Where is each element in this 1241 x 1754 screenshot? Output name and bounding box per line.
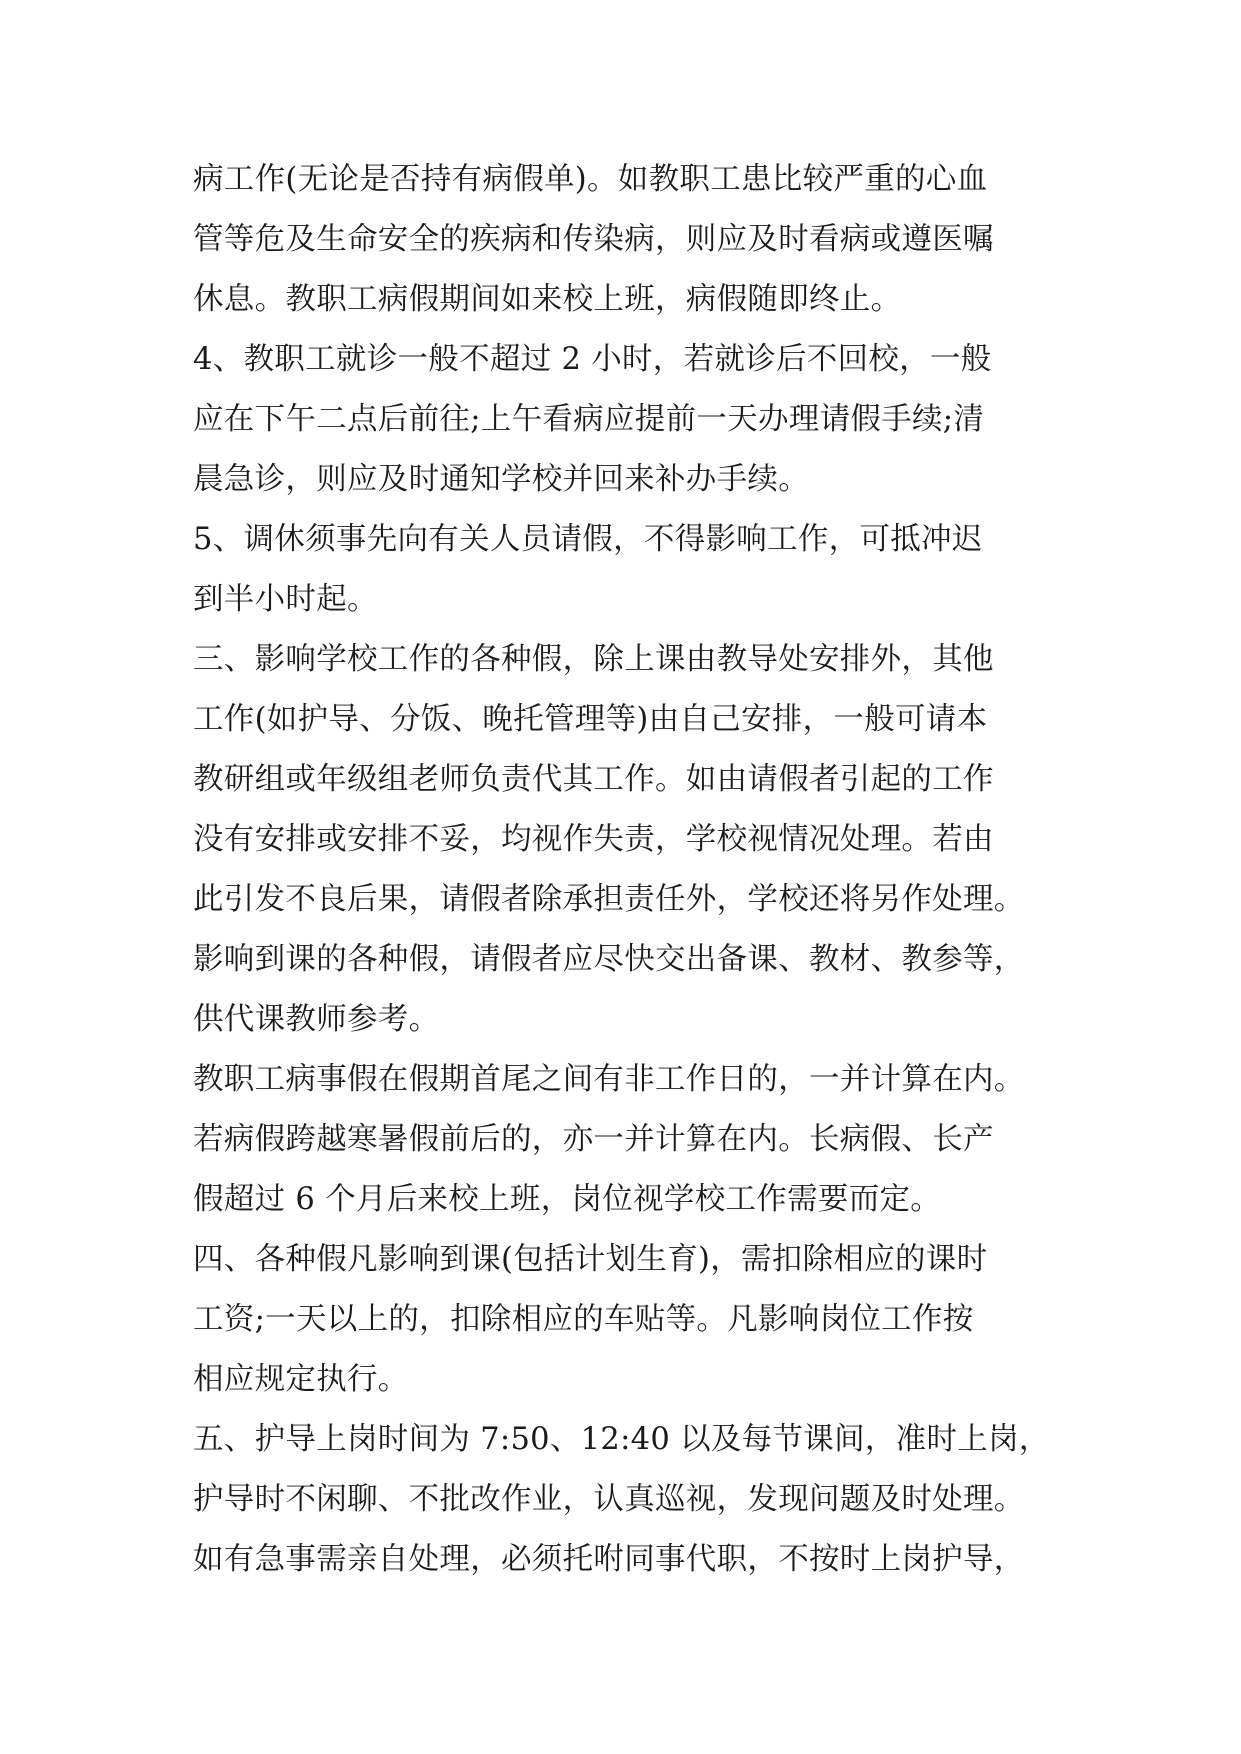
text-line: 三、影响学校工作的各种假，除上课由教导处安排外，其他: [193, 642, 994, 677]
text-line: 到半小时起。: [193, 582, 378, 617]
text-line: 若病假跨越寒暑假前后的，亦一并计算在内。长病假、长产: [193, 1122, 994, 1157]
text-line: 护导时不闲聊、不批改作业，认真巡视，发现问题及时处理。: [193, 1482, 1025, 1517]
text-line: 工资;一天以上的，扣除相应的车贴等。凡影响岗位工作按: [193, 1302, 974, 1337]
text-line: 管等危及生命安全的疾病和传染病，则应及时看病或遵医嘱: [193, 222, 994, 257]
text-line: 如有急事需亲自处理，必须托咐同事代职，不按时上岗护导，: [193, 1542, 1025, 1577]
text-line: 教研组或年级组老师负责代其工作。如由请假者引起的工作: [193, 762, 994, 797]
body-text: [193, 150, 1063, 1590]
text-line: 5、调休须事先向有关人员请假，不得影响工作，可抵冲迟: [193, 522, 983, 557]
text-line: 休息。教职工病假期间如来校上班，病假随即终止。: [193, 282, 902, 317]
text-line: 工作(如护导、分饭、晚托管理等)由自己安排，一般可请本: [193, 702, 988, 737]
text-line: 供代课教师参考。: [193, 1002, 440, 1037]
text-line: 此引发不良后果，请假者除承担责任外，学校还将另作处理。: [193, 882, 1025, 917]
text-line: 四、各种假凡影响到课(包括计划生育)，需扣除相应的课时: [193, 1242, 988, 1277]
text-line: 病工作(无论是否持有病假单)。如教职工患比较严重的心血: [193, 162, 988, 197]
text-line: 应在下午二点后前往;上午看病应提前一天办理请假手续;清: [193, 402, 985, 437]
text-line: 4、教职工就诊一般不超过 2 小时，若就诊后不回校，一般: [193, 342, 992, 377]
text-line: 五、护导上岗时间为 7:50、12:40 以及每节课间，准时上岗，: [193, 1422, 1050, 1457]
text-line: 晨急诊，则应及时通知学校并回来补办手续。: [193, 462, 809, 497]
text-line: 假超过 6 个月后来校上班，岗位视学校工作需要而定。: [193, 1182, 942, 1217]
text-line: 教职工病事假在假期首尾之间有非工作日的，一并计算在内。: [193, 1062, 1025, 1097]
text-line: 影响到课的各种假，请假者应尽快交出备课、教材、教参等，: [193, 942, 1025, 977]
text-line: 相应规定执行。: [193, 1362, 409, 1397]
text-line: 没有安排或安排不妥，均视作失责，学校视情况处理。若由: [193, 822, 994, 857]
